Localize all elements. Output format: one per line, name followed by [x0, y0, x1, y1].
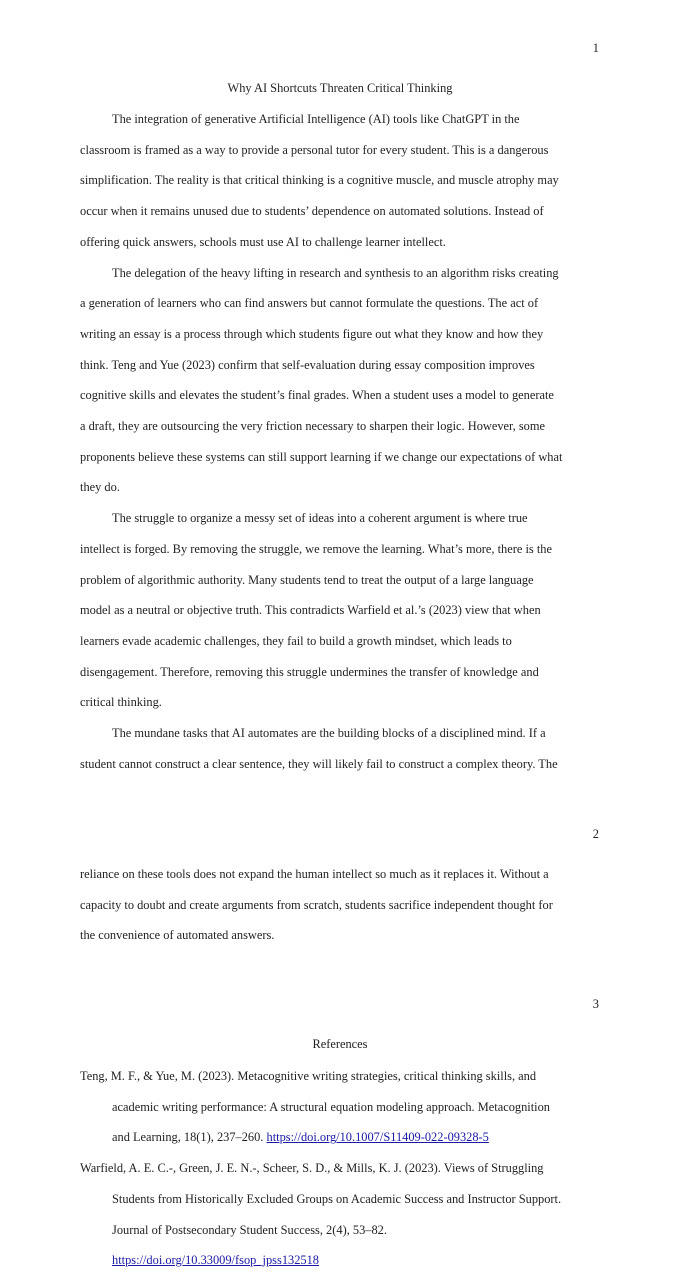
text-line: The struggle to organize a messy set of ideas into a coherent argument is where true	[112, 511, 528, 526]
text-line: a generation of learners who can find answers but cannot formulate the questions. The act of	[80, 296, 539, 311]
reference-line: academic writing performance: A structural equation modeling approach. Metacognition	[112, 1099, 550, 1114]
page-number: 2	[592, 827, 599, 841]
text-line: the convenience of automated answers.	[80, 928, 275, 943]
paragraph-continuation	[80, 534, 610, 718]
references-heading: References	[312, 1037, 368, 1051]
paragraph	[80, 258, 610, 289]
paragraph-continuation	[80, 859, 610, 951]
paragraph-continuation	[80, 288, 610, 503]
reference-line: Warfield, A. E. C.-, Green, J. E. N.-, Scheer, S. D., & Mills, K. J. (2023). Views of Struggling	[80, 1161, 544, 1176]
text-line: intellect is forged. By removing the struggle, we remove the learning. What’s more, there is the	[80, 541, 552, 556]
paragraph	[80, 104, 610, 135]
text-line: capacity to doubt and create arguments from scratch, students sacrifice independent thought for	[80, 897, 553, 912]
essay-title: Why AI Shortcuts Threaten Critical Thinking	[227, 81, 453, 95]
essay-body-page-1	[80, 104, 610, 779]
reference-entry	[80, 1061, 610, 1153]
paragraph	[80, 503, 610, 534]
text-line: think. Teng and Yue (2023) confirm that self-evaluation during essay composition improves	[80, 357, 535, 372]
reference-text: and Learning, 18(1), 237–260.	[112, 1130, 267, 1145]
reference-line: Journal of Postsecondary Student Success, 2(4), 53–82.	[112, 1222, 387, 1237]
text-line: student cannot construct a clear sentence, they will likely fail to construct a complex theory. The	[80, 756, 558, 771]
text-line: disengagement. Therefore, removing this struggle undermines the transfer of knowledge and	[80, 664, 539, 679]
text-line: reliance on these tools does not expand the human intellect so much as it replaces it. Without a	[80, 867, 549, 881]
text-line: they do.	[80, 480, 120, 495]
reference-line: Students from Historically Excluded Groups on Academic Success and Instructor Support.	[112, 1191, 562, 1206]
reference-entry	[80, 1153, 610, 1276]
paragraph	[80, 718, 610, 749]
text-line: The delegation of the heavy lifting in research and synthesis to an algorithm risks creating	[112, 265, 559, 280]
reference-line: Teng, M. F., & Yue, M. (2023). Metacognitive writing strategies, critical thinking skills, and	[80, 1069, 537, 1083]
text-line: writing an essay is a process through which students figure out what they know and how they	[80, 326, 544, 341]
text-line: cognitive skills and elevates the student’s final grades. When a student uses a model to generate	[80, 388, 554, 403]
reference-line	[80, 1122, 610, 1153]
text-line: problem of algorithmic authority. Many students tend to treat the output of a large language	[80, 572, 534, 587]
text-line: critical thinking.	[80, 695, 162, 710]
doi-link[interactable]: https://doi.org/10.33009/fsop_jpss132518	[112, 1253, 319, 1268]
text-line: classroom is framed as a way to provide a personal tutor for every student. This is a dangerous	[80, 142, 549, 157]
text-line: learners evade academic challenges, they fail to build a growth mindset, which leads to	[80, 633, 512, 648]
page-number: 1	[592, 41, 599, 55]
text-line: model as a neutral or objective truth. This contradicts Warfield et al.’s (2023) view that when	[80, 603, 541, 618]
paragraph-continuation	[80, 749, 610, 780]
text-line: The mundane tasks that AI automates are the building blocks of a disciplined mind. If a	[112, 726, 546, 741]
text-line: offering quick answers, schools must use AI to challenge learner intellect.	[80, 234, 446, 249]
text-line: a draft, they are outsourcing the very friction necessary to sharpen their logic. However, some	[80, 419, 546, 434]
reference-line	[80, 1245, 610, 1276]
page-number: 3	[592, 997, 599, 1011]
paragraph-continuation	[80, 135, 610, 258]
text-line: proponents believe these systems can still support learning if we change our expectations of what	[80, 449, 563, 464]
text-line: occur when it remains unused due to students’ dependence on automated solutions. Instead of	[80, 204, 544, 219]
text-line: The integration of generative Artificial Intelligence (AI) tools like ChatGPT in the	[112, 112, 520, 126]
essay-body-page-2	[80, 859, 610, 951]
doi-link[interactable]: https://doi.org/10.1007/S11409-022-09328-5	[266, 1130, 489, 1145]
text-line: simplification. The reality is that critical thinking is a cognitive muscle, and muscle atrophy may	[80, 173, 559, 188]
references-list	[80, 1061, 610, 1276]
